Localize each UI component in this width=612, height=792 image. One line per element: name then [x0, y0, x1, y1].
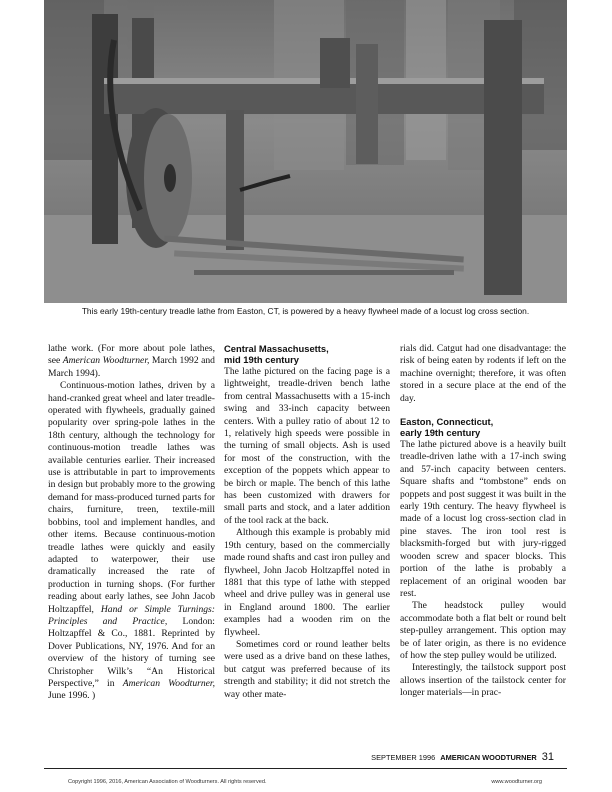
copyright-notice: Copyright 1996, 2016, American Association of Woodturners. All rights reserved.: [68, 779, 267, 785]
text-column-3: [400, 343, 566, 700]
paragraph: The headstock pulley would accommodate both a flat belt or round belt step-pulley arrangement. This option may be of later origin, as there is no evidence of how the step pulley would be utilized.: [400, 600, 566, 661]
paragraph: Sometimes cord or round leather belts were used as a drive band on these lathes, but catgut was preferred because of its strength and stability; it did not stretch the way other mate-: [224, 638, 390, 700]
paragraph: lathe work. (For more about pole lathes, see American Woodturner, March 1992 and March 1994).: [48, 343, 215, 379]
website-link[interactable]: www.woodturner.org: [491, 779, 542, 785]
text-column-2: [224, 343, 390, 701]
photo-caption: This early 19th-century treadle lathe from Easton, CT, is powered by a heavy flywheel made of a locust log cross section.: [81, 306, 530, 316]
footer-rule: [44, 768, 567, 769]
tailstock-poppet: [320, 38, 350, 88]
text-column-1: [48, 343, 215, 703]
paragraph: Continuous-motion lathes, driven by a hand-cranked great wheel and later treadle-operated with flywheels, gradually gained popularity over spring-pole lathes in the 18th century, although the technology for continuous-motion treadle lathes was available centuries earlier. Their increased use is attributable in part to improvements in design but probably more to the growing demand for mass-produced turned parts for chairs, furniture, treen, textile-mill bobbins, tool and implement handles, and other items. Because continuous-motion treadle lathes were quickly and easily adapted to waterpower, their use dramatically increased the rate of production in turning shops. (For further reading about early lathes, see John Jacob Holtzapffel, Hand or Simple Turnings: Principles and Practice, London: Holtzapffel & Co., 1881. Reprinted by Dover Publications, NY, 1976. And for an overview of the history of turning see Christopher Wilk’s “An Historical Perspective,” in American Woodturner, June 1996. ): [48, 380, 215, 702]
tool-rest: [240, 176, 290, 190]
tailstock-leg: [484, 20, 522, 295]
center-leg: [226, 110, 244, 250]
tailstock-poppet-cap: [356, 44, 378, 164]
page-number: 31: [541, 751, 554, 763]
paragraph: The lathe pictured above is a heavily built treadle-driven lathe with a 17-inch swing and 57-inch capacity between centers. Square shafts and “tombstone” ends on poppets and post suggest it was built in the early 19th century. The heavy flywheel is made of a locust log cross-section clad in pine staves. The iron tool rest is blacksmith-forged but with jury-rigged wooden screw and spacer blocks. This portion of the lathe is probably a replacement of an original wooden bar rest.: [400, 439, 566, 599]
section-heading: Easton, Connecticut, early 19th century: [400, 416, 494, 439]
issue-date: SEPTEMBER 1996: [371, 753, 436, 762]
page-folio: [371, 751, 554, 764]
paragraph: rials did. Catgut had one disadvantage: the risk of being eaten by rodents if left on the machine overnight; therefore, it was often stored in a secure place at the end of the day.: [400, 343, 566, 404]
paragraph: The lathe pictured on the facing page is a lightweight, treadle-driven bench lathe from central Massachusetts with a 15-inch swing and 33-inch capacity between centers. With a pulley ratio of about 12 to 1, relatively high speeds were possible in the turning of small objects. Ash is used for most of the construction, with the exception of the poppets which appear to be birch or maple. The bench of this lathe has been customized with drawers for small parts and stock, and a later addition of the tool rack at the back.: [224, 366, 390, 526]
lathe-photo: [44, 0, 567, 303]
magazine-name: AMERICAN WOODTURNER: [440, 753, 537, 762]
lathe-illustration: [44, 0, 567, 303]
paragraph: Interestingly, the tailstock support post allows insertion of the tailstock center for longer materials—in prac-: [400, 662, 566, 699]
paragraph: Although this example is probably mid 19th century, based on the commercially made round shafts and cast iron pulley and flywheel, John Jacob Holtzapffel noted in 1881 that this type of lathe with stepped wheel and drive pulley was in general use in England around 1800. The earlier examples had a wooden rim on the flywheel.: [224, 527, 390, 638]
section-heading: Central Massachusetts, mid 19th century: [224, 343, 329, 365]
flywheel-hub: [164, 164, 176, 192]
